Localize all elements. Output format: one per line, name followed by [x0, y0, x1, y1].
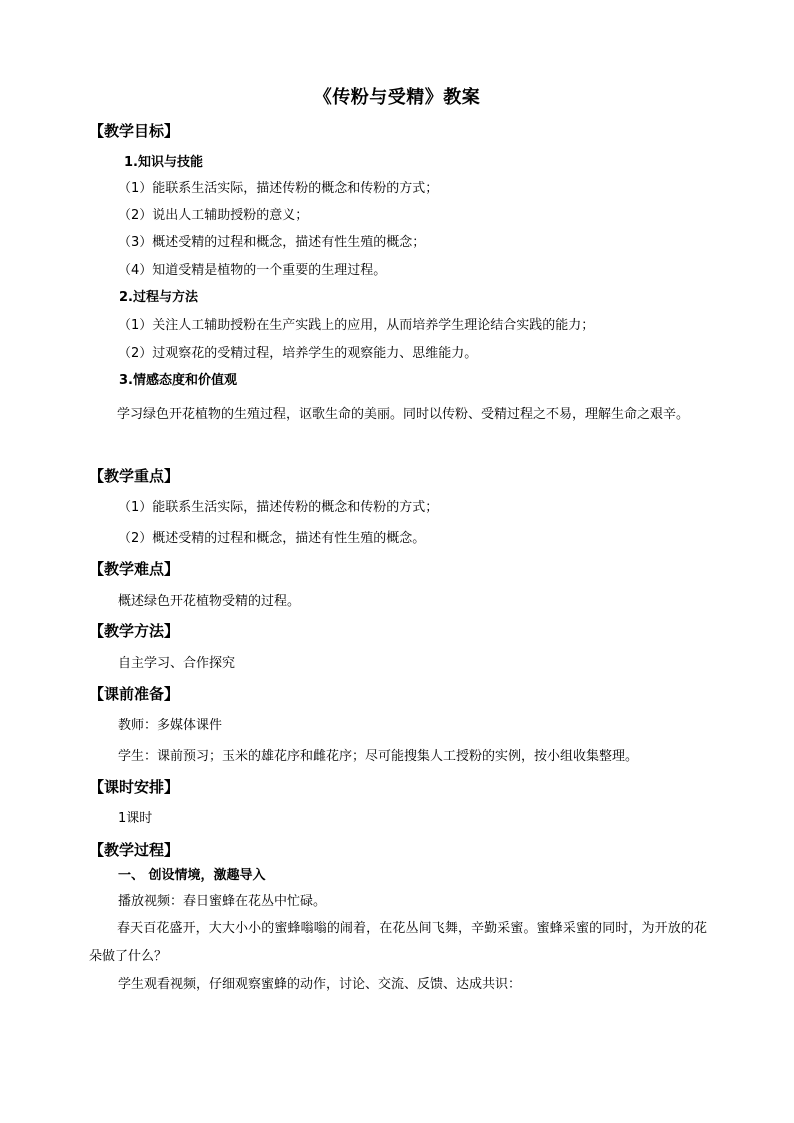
preparation-teacher: 教师：多媒体课件 — [118, 718, 223, 733]
section-heading-procedure: 【教学过程】 — [89, 841, 180, 859]
subheading-process: 2.过程与方法 — [119, 290, 198, 305]
section-heading-difficulties: 【教学难点】 — [89, 560, 180, 578]
subheading-emotion: 3.情感态度和价值观 — [119, 373, 237, 388]
section-heading-methods: 【教学方法】 — [89, 622, 180, 640]
document-title: 《传粉与受精》教案 — [313, 87, 481, 108]
section-heading-goals: 【教学目标】 — [89, 122, 180, 140]
list-item: （1）能联系生活实际，描述传粉的概念和传粉的方式； — [118, 500, 439, 515]
list-item: （3）概述受精的过程和概念，描述有性生殖的概念； — [118, 235, 426, 250]
section-heading-preparation: 【课前准备】 — [89, 685, 180, 703]
procedure-video: 播放视频：春日蜜蜂在花丛中忙碌。 — [118, 894, 327, 909]
methods-text: 自主学习、合作探究 — [118, 656, 236, 671]
procedure-students: 学生观看视频，仔细观察蜜蜂的动作，讨论、交流、反馈、达成共识： — [118, 977, 522, 992]
list-item: （1）能联系生活实际，描述传粉的概念和传粉的方式； — [118, 181, 439, 196]
section-heading-key-points: 【教学重点】 — [89, 467, 180, 485]
section-heading-schedule: 【课时安排】 — [89, 778, 180, 796]
list-item: （1）关注人工辅助授粉在生产实践上的应用，从而培养学生理论结合实践的能力； — [118, 318, 595, 333]
list-item: （4）知道受精是植物的一个重要的生理过程。 — [118, 263, 387, 278]
list-item: （2）说出人工辅助授粉的意义； — [118, 208, 309, 223]
subheading-knowledge: 1.知识与技能 — [124, 155, 203, 170]
list-item: （2）概述受精的过程和概念，描述有性生殖的概念。 — [118, 531, 426, 546]
schedule-text: 1课时 — [118, 811, 153, 826]
difficulties-text: 概述绿色开花植物受精的过程。 — [118, 594, 301, 609]
paragraph-emotion: 学习绿色开花植物的生殖过程，讴歌生命的美丽。同时以传粉、受精过程之不易，理解生命之艰辛。 — [117, 407, 690, 422]
subheading-step1: 一、 创设情境，激趣导入 — [118, 868, 266, 883]
preparation-student: 学生：课前预习；玉米的雄花序和雌花序；尽可能搜集人工授粉的实例，按小组收集整理。 — [118, 749, 639, 764]
procedure-narration: 春天百花盛开，大大小小的蜜蜂嗡嗡的闹着，在花丛间飞舞，辛勤采蜜。蜜蜂采蜜的同时，为开放的花朵做了什么？ — [89, 921, 707, 964]
list-item: （2）过观察花的受精过程，培养学生的观察能力、思维能力。 — [118, 346, 478, 361]
